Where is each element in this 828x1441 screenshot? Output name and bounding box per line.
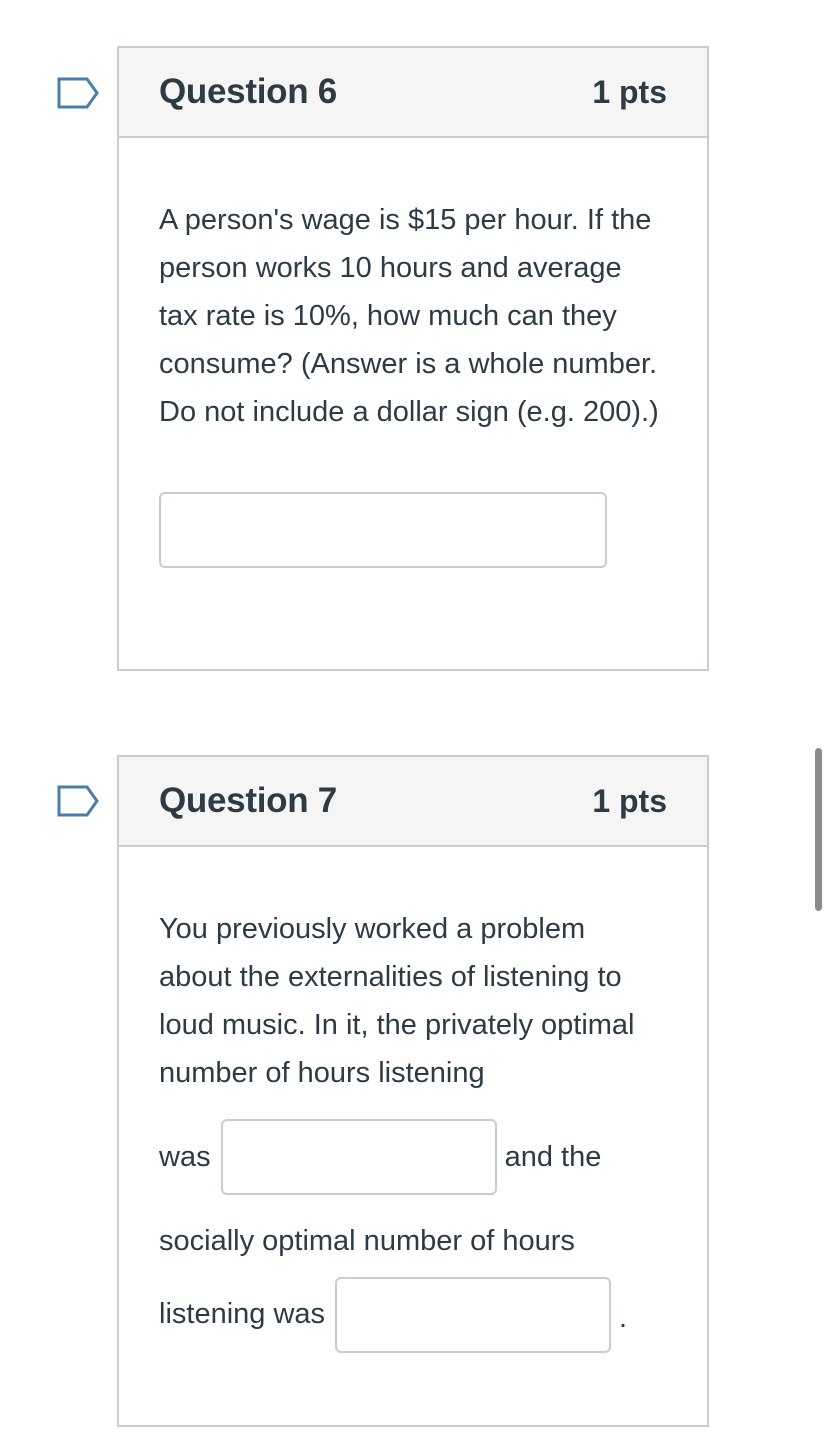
blank-prefix: was [159, 1140, 211, 1173]
blank-prefix: listening was [159, 1298, 326, 1330]
blank-suffix: and the [504, 1140, 602, 1173]
flag-question-icon[interactable] [57, 785, 97, 815]
question-body [119, 196, 707, 568]
question-title: Question 7 [159, 781, 337, 820]
question-header [119, 757, 707, 847]
blank-row-2 [159, 1277, 667, 1353]
question-7 [117, 755, 709, 1427]
scrollbar-thumb[interactable] [815, 748, 822, 911]
question-header [119, 48, 707, 138]
question-body [119, 905, 707, 1353]
blank-row-1 [159, 1119, 667, 1195]
privately-optimal-input[interactable] [221, 1119, 497, 1195]
question-text: A person's wage is $15 per hour. If the person works 10 hours and average tax rate is 10%, how much can they consume? (Answer is a whole number. Do not include a dollar sign (e.g. 200).) [159, 204, 659, 428]
blank-suffix: . [619, 1302, 628, 1334]
question-6 [117, 46, 709, 671]
question-title: Question 6 [159, 72, 337, 111]
answer-input[interactable] [159, 492, 607, 568]
question-points: 1 pts [592, 782, 667, 819]
question-points: 1 pts [592, 73, 667, 110]
flag-question-icon[interactable] [57, 77, 97, 107]
question-text-continued: socially optimal number of hours [159, 1225, 575, 1257]
socially-optimal-input[interactable] [335, 1277, 611, 1353]
question-text: You previously worked a problem about the externalities of listening to loud music. In it, the privately optimal number of hours listening [159, 913, 635, 1089]
